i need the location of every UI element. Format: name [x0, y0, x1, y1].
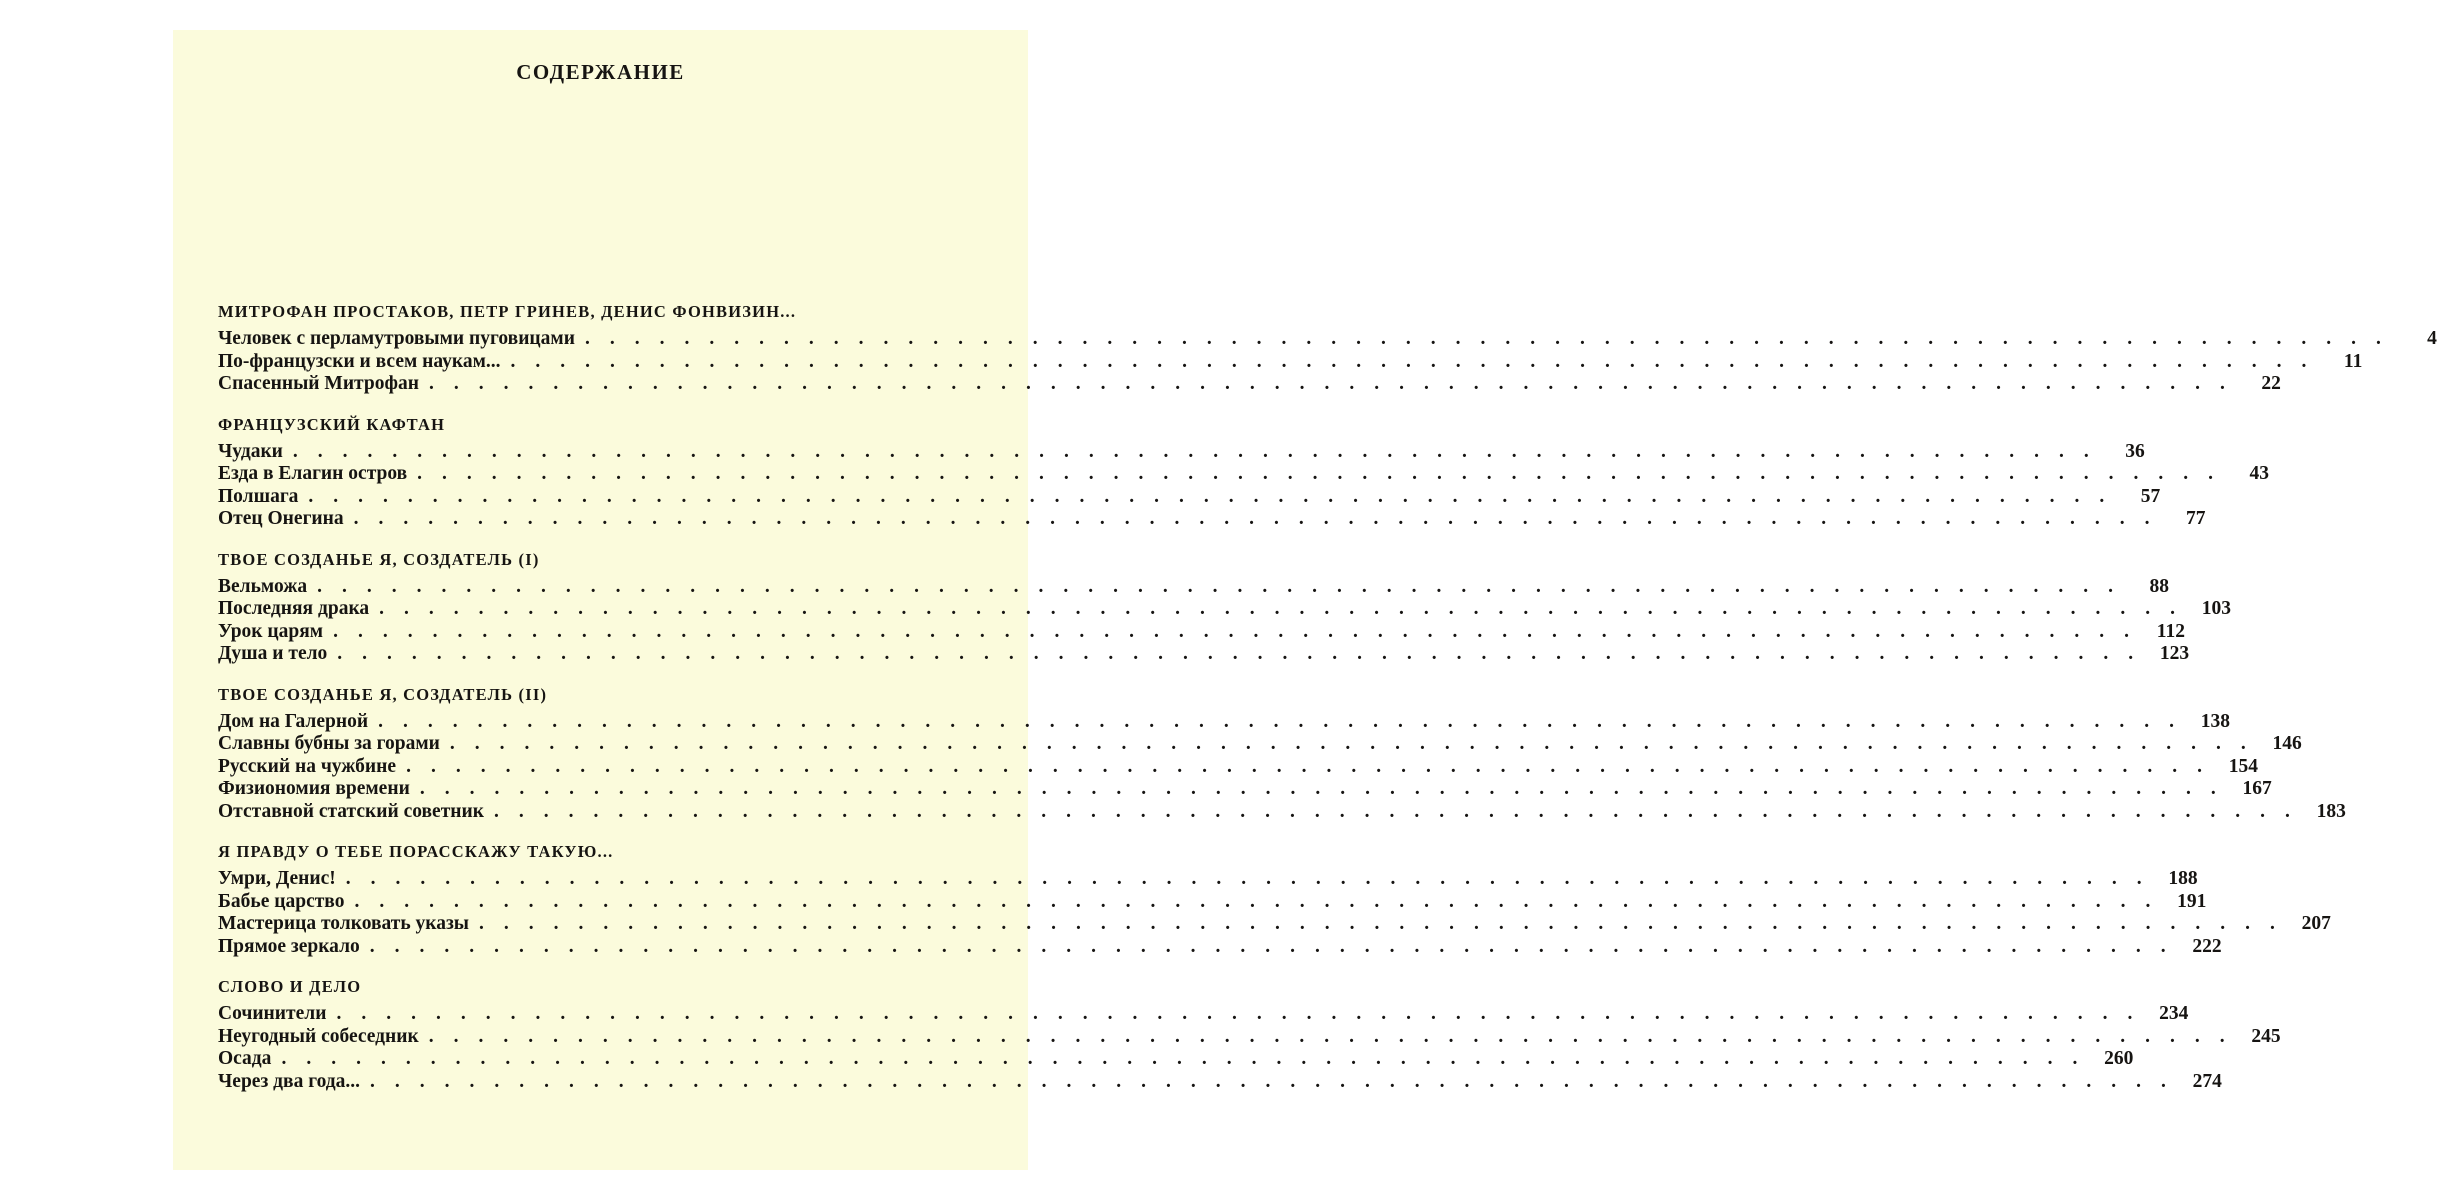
toc-section — [218, 548, 2232, 666]
page-number: 234 — [2159, 1003, 2189, 1024]
entry-title: Урок царям — [218, 620, 324, 642]
entry-title: Дом на Галерной — [218, 710, 369, 732]
entry-title: Русский на чужбине — [218, 755, 397, 777]
section-title: СЛОВО И ДЕЛО — [218, 977, 362, 996]
dot-leader: ......................................................................... — [378, 710, 2194, 732]
toc-entry — [218, 1070, 2222, 1094]
toc-entry — [218, 1025, 2281, 1049]
dot-leader: ......................................................................... — [292, 440, 2109, 462]
dot-leader: ......................................................................... — [333, 620, 2149, 642]
toc-entry — [218, 575, 2169, 599]
entry-title: Славны бубны за горами — [218, 733, 440, 754]
section-title: ФРАНЦУЗСКИЙ КАФТАН — [218, 414, 446, 434]
section-title: ТВОЕ СОЗДАНЬЕ Я, СОЗДАТЕЛЬ (II) — [218, 684, 548, 704]
dot-leader: ......................................................................... — [336, 1003, 2153, 1024]
page-number: 222 — [2192, 935, 2222, 957]
page-number: 183 — [2316, 800, 2346, 822]
dot-leader: ......................................................................... — [281, 1048, 2098, 1069]
page-number: 138 — [2200, 710, 2230, 732]
entry-title: Бабье царство — [218, 890, 345, 912]
toc-entry — [218, 1048, 2134, 1071]
dot-leader: ......................................................................... — [345, 868, 2162, 889]
toc-entry — [218, 935, 2222, 959]
dot-leader: ......................................................................... — [353, 508, 2170, 529]
page-number: 274 — [2192, 1070, 2222, 1092]
page-number: 167 — [2242, 778, 2272, 799]
entry-title: Через два года... — [218, 1070, 360, 1092]
entry-title: Умри, Денис! — [218, 868, 336, 889]
toc-section — [218, 975, 2281, 1093]
dot-leader: ......................................................................... — [479, 913, 2295, 934]
page-number: 22 — [2261, 373, 2281, 394]
toc-section — [218, 413, 2270, 531]
dot-leader: ......................................................................... — [337, 643, 2154, 664]
page-number: 36 — [2125, 440, 2145, 462]
page-number: 188 — [2168, 868, 2198, 889]
dot-leader: ......................................................................... — [417, 463, 2234, 484]
entry-title: Вельможа — [218, 575, 308, 597]
page-number: 207 — [2301, 913, 2331, 934]
entry-title: Прямое зеркало — [218, 935, 360, 957]
page-number: 4 — [2427, 328, 2437, 349]
dot-leader: ......................................................................... — [449, 733, 2266, 754]
section-title: Я ПРАВДУ О ТЕБЕ ПОРАССКАЖУ ТАКУЮ... — [218, 842, 614, 861]
toc-entry — [218, 755, 2258, 779]
page-number: 146 — [2272, 733, 2302, 754]
dot-leader: ......................................................................... — [406, 755, 2222, 777]
entry-title: Отставной статский советник — [218, 800, 484, 822]
dot-leader: ......................................................................... — [369, 935, 2186, 957]
page-number: 103 — [2201, 598, 2232, 619]
toc-entry — [218, 643, 2190, 666]
entry-title: Отец Онегина — [218, 508, 344, 529]
toc-entry — [218, 350, 2363, 374]
toc-entry — [218, 598, 2232, 621]
page-title: СОДЕРЖАНИЕ — [516, 60, 685, 84]
entry-title: Полшага — [218, 485, 299, 507]
toc-entry — [218, 463, 2270, 486]
toc-section — [218, 683, 2346, 824]
toc-entry — [218, 890, 2207, 914]
entry-title: Езда в Елагин остров — [218, 463, 408, 484]
page-number: 245 — [2251, 1025, 2281, 1047]
page-number: 77 — [2186, 508, 2206, 529]
entry-title: Мастерица толковать указы — [218, 913, 470, 934]
dot-leader: ......................................................................... — [584, 328, 2401, 349]
dot-leader: ......................................................................... — [317, 575, 2133, 597]
toc-entry — [218, 508, 2206, 531]
entry-title: Человек с перламутровыми пуговицами — [218, 328, 575, 349]
dot-leader: ......................................................................... — [428, 1025, 2245, 1047]
toc-entry — [218, 620, 2185, 644]
table-of-contents — [218, 300, 2437, 1110]
section-title: ТВОЕ СОЗДАНЬЕ Я, СОЗДАТЕЛЬ (I) — [218, 549, 540, 569]
entry-title: Чудаки — [218, 440, 283, 462]
entry-title: Последняя драка — [218, 598, 370, 619]
toc-entry — [218, 778, 2272, 801]
page-number: 191 — [2177, 890, 2207, 912]
page-number: 123 — [2159, 643, 2190, 664]
toc-entry — [218, 710, 2230, 734]
dot-leader: ......................................................................... — [308, 485, 2125, 507]
page-number: 11 — [2343, 350, 2363, 372]
dot-leader: ......................................................................... — [494, 800, 2310, 822]
page-number: 88 — [2149, 575, 2169, 597]
page-number: 57 — [2140, 485, 2161, 507]
entry-title: Спасенный Митрофан — [218, 373, 419, 394]
book-page — [173, 30, 2437, 1170]
page-number: 43 — [2249, 463, 2270, 484]
page-number: 260 — [2104, 1048, 2134, 1069]
entry-title: Сочинители — [218, 1003, 327, 1024]
dot-leader: ......................................................................... — [428, 373, 2245, 394]
dot-leader: ......................................................................... — [510, 350, 2327, 372]
toc-entry — [218, 868, 2198, 891]
toc-entry — [218, 373, 2281, 396]
toc-entry — [218, 440, 2145, 464]
toc-section — [218, 840, 2331, 958]
section-title: МИТРОФАН ПРОСТАКОВ, ПЕТР ГРИНЕВ, ДЕНИС ФОНВИЗИН... — [218, 302, 797, 321]
entry-title: Физиономия времени — [218, 778, 410, 799]
page-number: 112 — [2156, 620, 2185, 642]
dot-leader: ......................................................................... — [419, 778, 2236, 799]
entry-title: Осада — [218, 1048, 272, 1069]
toc-section — [218, 300, 2437, 396]
dot-leader: ......................................................................... — [370, 1070, 2186, 1092]
toc-entry — [218, 913, 2331, 936]
toc-entry — [218, 1003, 2189, 1026]
dot-leader: ......................................................................... — [354, 890, 2171, 912]
dot-leader: ......................................................................... — [379, 598, 2196, 619]
entry-title: По-французски и всем наукам... — [218, 350, 501, 372]
entry-title: Душа и тело — [218, 643, 328, 664]
toc-entry — [218, 328, 2437, 351]
page-number: 154 — [2228, 755, 2258, 777]
toc-entry — [218, 800, 2346, 824]
toc-entry — [218, 485, 2161, 509]
entry-title: Неугодный собеседник — [218, 1025, 419, 1047]
toc-entry — [218, 733, 2302, 756]
